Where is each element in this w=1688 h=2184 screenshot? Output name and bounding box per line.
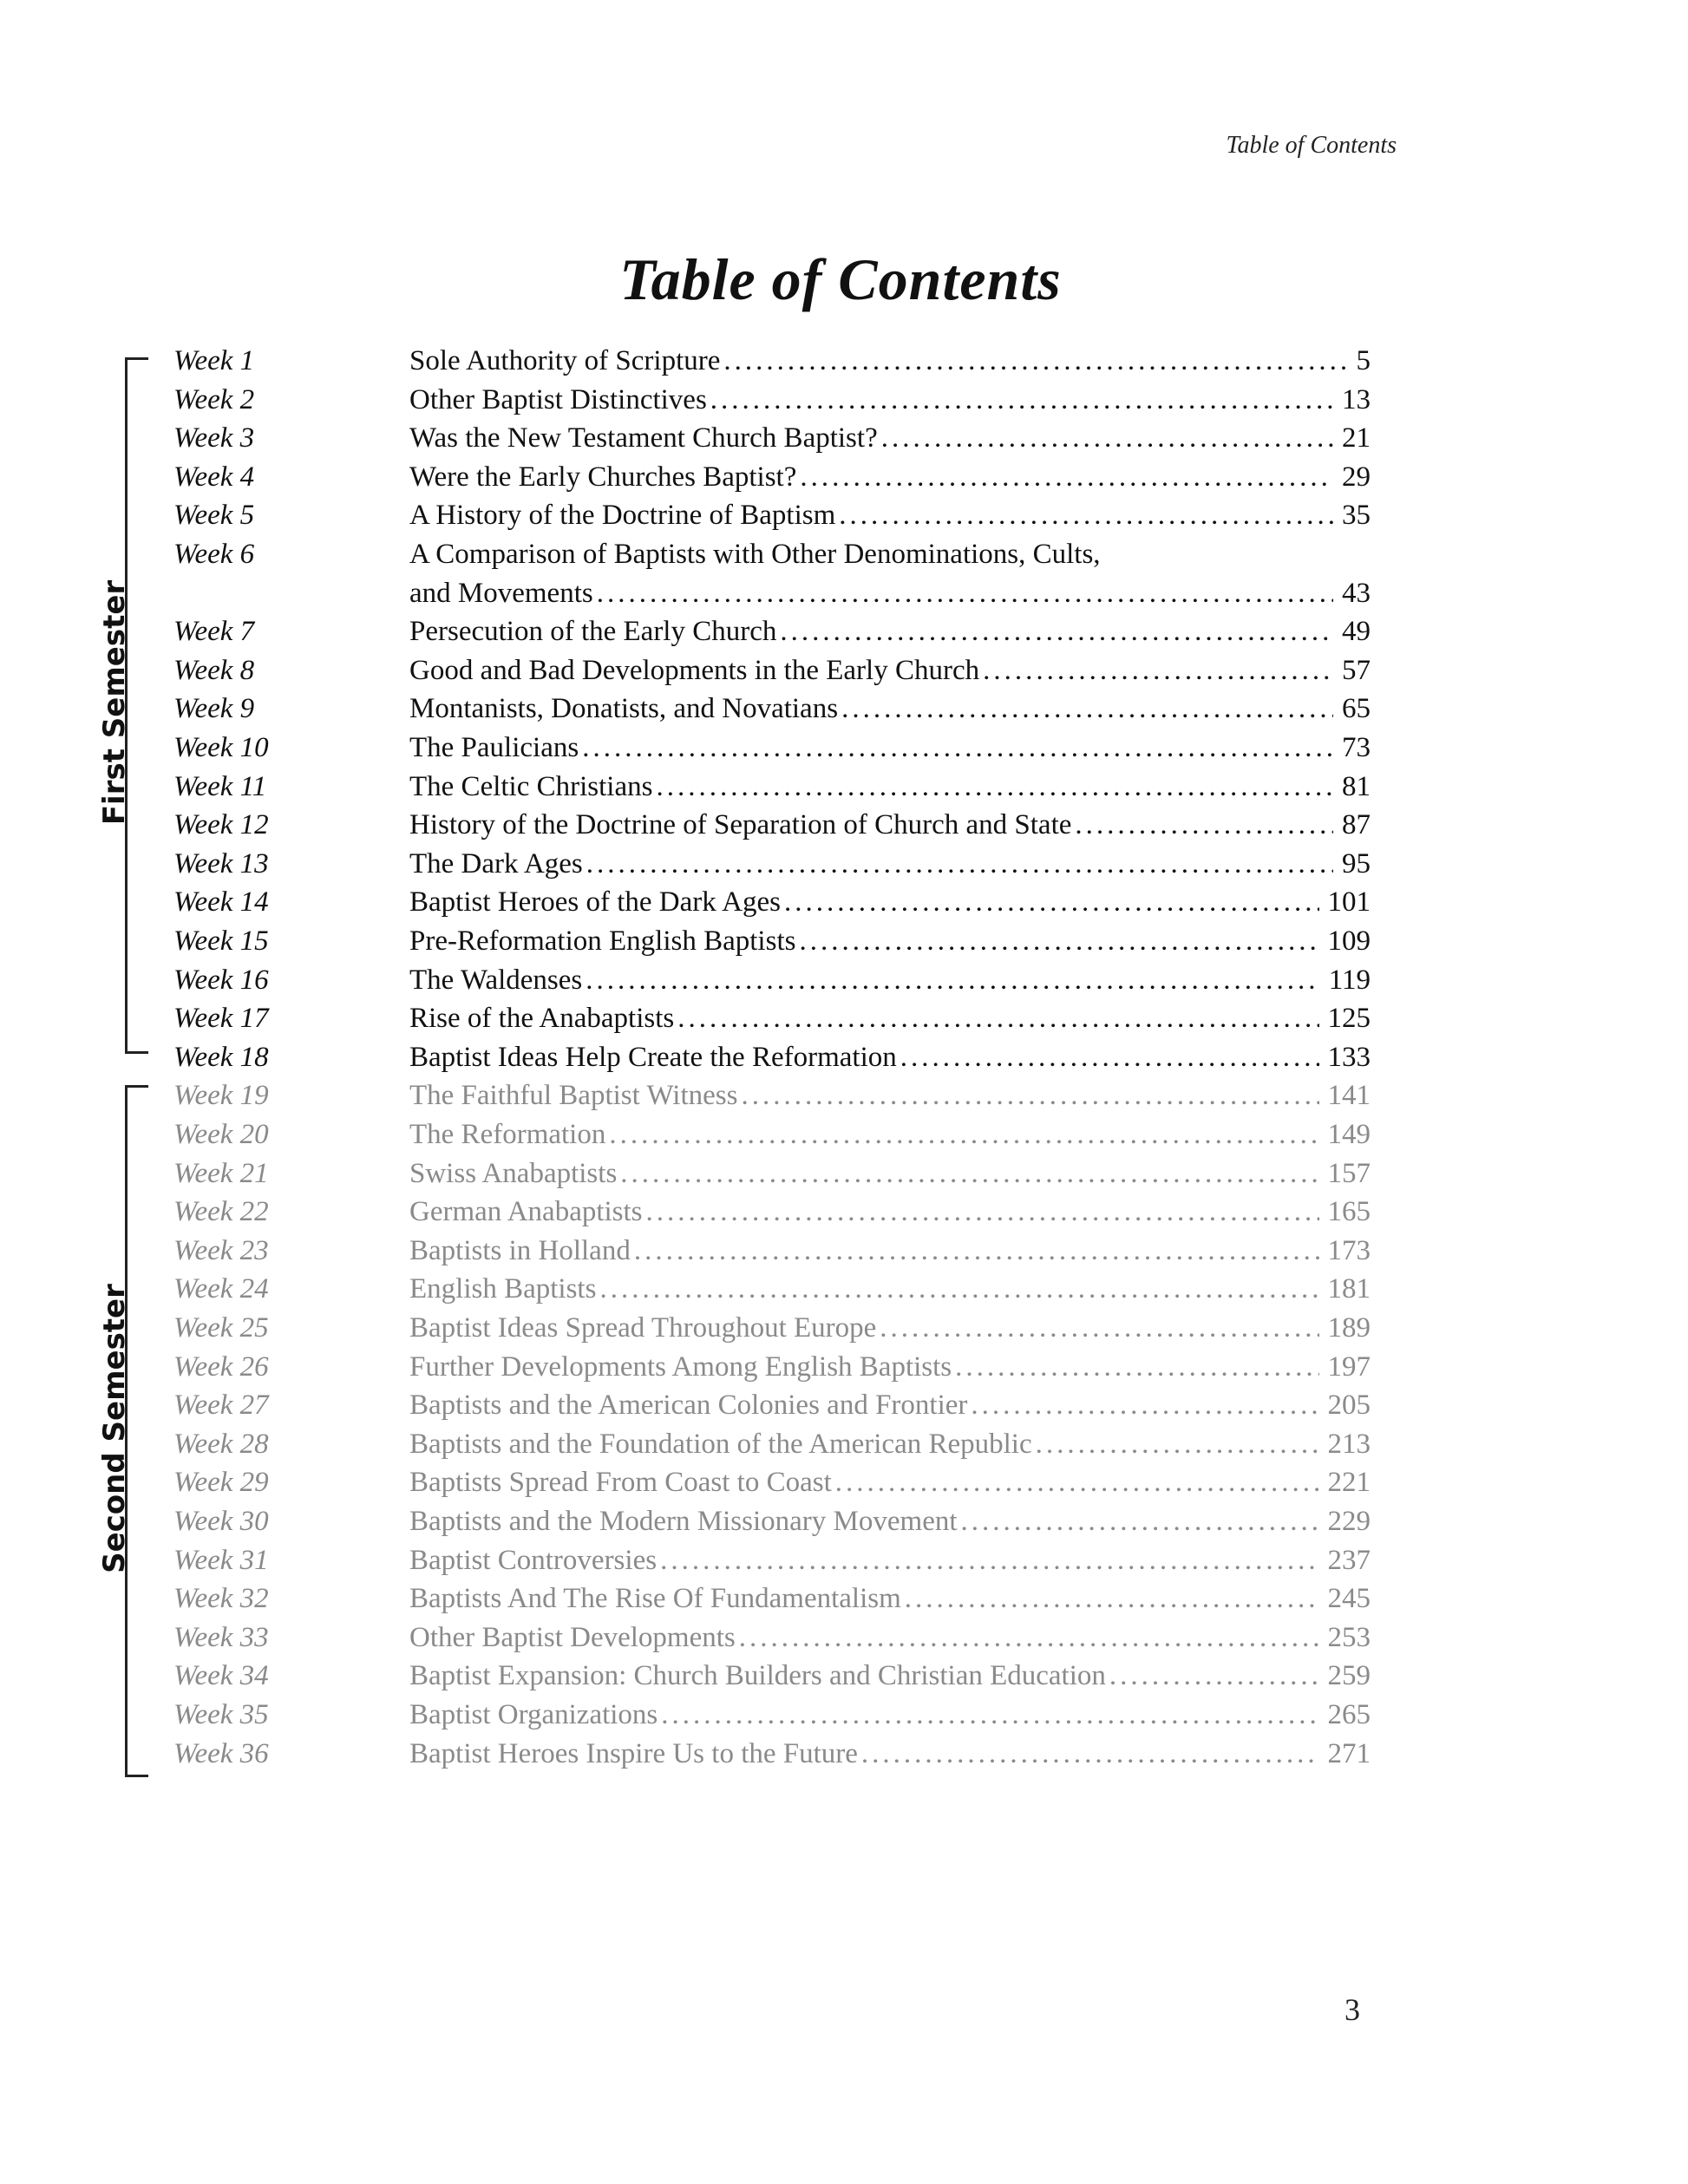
toc-entry[interactable] (409, 845, 1371, 883)
toc-entry[interactable] (409, 1502, 1371, 1540)
toc-row (0, 1579, 1688, 1618)
entry-title: Persecution of the Early Church (409, 616, 777, 648)
entry-page-number: 49 (1342, 616, 1371, 648)
toc-entry[interactable] (409, 1348, 1371, 1386)
week-label: Week 31 (173, 1544, 269, 1576)
entry-page-number: 43 (1342, 577, 1371, 609)
toc-row (0, 729, 1688, 767)
toc-entry[interactable] (409, 1232, 1371, 1270)
dot-leader (905, 1579, 1319, 1618)
entry-title: The Reformation (409, 1119, 606, 1150)
entry-title: The Paulicians (409, 732, 579, 763)
page-title (0, 245, 1688, 314)
week-label: Week 19 (173, 1080, 269, 1112)
week-label: Week 21 (173, 1157, 269, 1189)
entry-title: Other Baptist Developments (409, 1621, 736, 1653)
dot-leader (677, 999, 1318, 1037)
toc-row (0, 1348, 1688, 1386)
entry-title: Baptist Heroes of the Dark Ages (409, 886, 781, 919)
entry-page-number: 237 (1327, 1544, 1371, 1576)
toc-row (0, 535, 1688, 573)
entry-title: Further Developments Among English Baptists (409, 1350, 952, 1383)
toc-entry[interactable] (409, 922, 1371, 960)
toc-row (0, 883, 1688, 921)
entry-page-number: 21 (1342, 422, 1371, 454)
week-label: Week 35 (173, 1699, 269, 1730)
week-label: Week 22 (173, 1196, 269, 1228)
entry-page-number: 189 (1327, 1312, 1371, 1344)
week-label: Week 15 (173, 925, 269, 957)
week-label: Week 11 (173, 770, 267, 802)
toc-row (0, 1076, 1688, 1115)
toc-entry[interactable] (409, 1463, 1371, 1501)
dot-leader (597, 574, 1333, 612)
toc-entry[interactable] (409, 1541, 1371, 1579)
dot-leader (835, 1463, 1319, 1501)
entry-page-number: 65 (1342, 693, 1371, 725)
dot-leader (661, 1696, 1318, 1734)
entry-title: Baptist Expansion: Church Builders and Christian Education (409, 1660, 1106, 1692)
entry-page-number: 13 (1342, 383, 1371, 415)
dot-leader (1036, 1425, 1319, 1463)
dot-leader (955, 1348, 1318, 1386)
toc-entry[interactable] (409, 574, 1371, 612)
entry-page-number: 173 (1327, 1234, 1371, 1266)
dot-leader (634, 1232, 1319, 1270)
entry-title: Sole Authority of Scripture (409, 345, 721, 376)
week-label: Week 33 (173, 1621, 269, 1653)
toc-entry[interactable] (409, 1193, 1371, 1231)
toc-row (0, 1386, 1688, 1424)
toc-entry[interactable] (409, 961, 1371, 999)
dot-leader (839, 496, 1333, 534)
week-label: Week 27 (173, 1390, 269, 1422)
toc-entry[interactable] (409, 1579, 1371, 1618)
dot-leader (741, 1076, 1318, 1115)
week-label: Week 10 (173, 732, 269, 763)
dot-leader (780, 612, 1333, 651)
week-label: Week 36 (173, 1737, 269, 1769)
entry-title: Were the Early Churches Baptist? (409, 461, 797, 493)
dot-leader (1075, 806, 1333, 844)
toc-row (0, 806, 1688, 844)
entry-title: German Anabaptists (409, 1196, 643, 1228)
toc-row (0, 458, 1688, 496)
toc-entry[interactable] (409, 883, 1371, 921)
week-label: Week 3 (173, 422, 255, 454)
week-label: Week 14 (173, 886, 269, 919)
entry-title: English Baptists (409, 1273, 597, 1305)
week-label: Week 20 (173, 1119, 269, 1150)
toc-row (0, 1463, 1688, 1501)
entry-title: Baptist Organizations (409, 1699, 658, 1730)
toc-entry[interactable] (409, 806, 1371, 844)
toc-entry[interactable] (409, 1386, 1371, 1424)
toc-entry[interactable] (409, 1309, 1371, 1347)
toc-row (0, 1425, 1688, 1463)
toc-row (0, 1502, 1688, 1540)
entry-page-number: 29 (1342, 461, 1371, 493)
week-label: Week 1 (173, 345, 255, 376)
toc-row (0, 1657, 1688, 1695)
entry-page-number: 119 (1328, 964, 1371, 996)
toc-row (0, 961, 1688, 999)
toc-entry[interactable] (409, 381, 1371, 419)
dot-leader (1109, 1657, 1319, 1695)
entry-title: Baptist Heroes Inspire Us to the Future (409, 1737, 858, 1769)
dot-leader (881, 419, 1333, 457)
page-number: 3 (1345, 1992, 1360, 2027)
toc-row (0, 922, 1688, 960)
week-label: Week 30 (173, 1506, 269, 1537)
entry-title: The Waldenses (409, 964, 583, 996)
dot-leader (646, 1193, 1319, 1231)
week-label: Week 6 (173, 539, 255, 570)
entry-title: Baptist Ideas Spread Throughout Europe (409, 1312, 877, 1344)
toc-entry[interactable] (409, 1696, 1371, 1734)
toc-row (0, 1115, 1688, 1154)
toc-row (0, 1696, 1688, 1734)
toc-row (0, 419, 1688, 457)
entry-title: and Movements (409, 577, 593, 609)
dot-leader (586, 845, 1333, 883)
dot-leader (961, 1502, 1319, 1540)
week-label: Week 18 (173, 1041, 269, 1073)
entry-title: Baptists and the American Colonies and Frontier (409, 1390, 968, 1422)
entry-page-number: 149 (1327, 1119, 1371, 1150)
entry-page-number: 259 (1327, 1660, 1371, 1692)
week-label: Week 26 (173, 1350, 269, 1383)
entry-title: Baptists Spread From Coast to Coast (409, 1467, 832, 1499)
entry-title: Baptist Ideas Help Create the Reformation (409, 1041, 897, 1073)
toc-entry[interactable] (409, 1038, 1371, 1076)
toc-row (0, 1309, 1688, 1347)
toc-row (0, 1232, 1688, 1270)
entry-page-number: 271 (1327, 1737, 1371, 1769)
dot-leader (739, 1618, 1319, 1657)
week-label: Week 2 (173, 383, 255, 415)
entry-page-number: 109 (1327, 925, 1371, 957)
entry-title: Other Baptist Distinctives (409, 383, 707, 415)
toc-entry[interactable] (409, 1154, 1371, 1193)
toc-entry[interactable] (409, 1735, 1371, 1773)
week-label: Week 16 (173, 964, 269, 996)
page-title-text: Table of Contents (619, 246, 1062, 312)
week-label: Week 24 (173, 1273, 269, 1305)
toc-entry[interactable] (409, 1657, 1371, 1695)
week-label: Week 12 (173, 809, 269, 841)
toc-entry[interactable] (409, 768, 1371, 806)
toc-entry[interactable] (409, 1115, 1371, 1154)
running-header: Table of Contents (1226, 132, 1397, 159)
dot-leader (880, 1309, 1318, 1347)
entry-title: The Faithful Baptist Witness (409, 1080, 738, 1112)
entry-title: Montanists, Donatists, and Novatians (409, 693, 839, 725)
dot-leader (586, 961, 1319, 999)
week-label: Week 13 (173, 847, 269, 879)
toc-row (0, 651, 1688, 690)
dot-leader (841, 690, 1333, 728)
toc-row (0, 690, 1688, 728)
week-label: Week 25 (173, 1312, 269, 1344)
week-label: Week 34 (173, 1660, 269, 1692)
week-label: Week 5 (173, 500, 255, 532)
entry-page-number: 221 (1327, 1467, 1371, 1499)
entry-title: Rise of the Anabaptists (409, 1003, 675, 1035)
toc-entry[interactable] (409, 1076, 1371, 1115)
entry-page-number: 245 (1327, 1583, 1371, 1615)
dot-leader (656, 768, 1333, 806)
entry-page-number: 87 (1342, 809, 1371, 841)
entry-page-number: 35 (1342, 500, 1371, 532)
toc-entry[interactable] (409, 419, 1371, 457)
dot-leader (609, 1115, 1318, 1154)
toc-entry[interactable] (409, 342, 1371, 380)
week-label: Week 17 (173, 1003, 269, 1035)
entry-title: History of the Doctrine of Separation of Church and State (409, 809, 1072, 841)
entry-title: The Dark Ages (409, 847, 583, 879)
toc-row (0, 1618, 1688, 1657)
entry-page-number: 81 (1342, 770, 1371, 802)
week-label: Week 28 (173, 1428, 269, 1460)
entry-title: The Celtic Christians (409, 770, 653, 802)
entry-page-number: 181 (1327, 1273, 1371, 1305)
entry-page-number: 205 (1327, 1390, 1371, 1422)
week-label: Week 7 (173, 616, 255, 648)
entry-title: Swiss Anabaptists (409, 1157, 618, 1189)
entry-title: Baptists And The Rise Of Fundamentalism (409, 1583, 901, 1615)
entry-page-number: 265 (1327, 1699, 1371, 1730)
entry-title: Baptist Controversies (409, 1544, 658, 1576)
entry-page-number: 125 (1327, 1003, 1371, 1035)
week-label: Week 4 (173, 461, 255, 493)
toc-row (0, 1154, 1688, 1193)
toc-entry[interactable] (409, 496, 1371, 534)
entry-page-number: 157 (1327, 1157, 1371, 1189)
dot-leader (799, 922, 1318, 960)
toc-entry[interactable] (409, 1618, 1371, 1657)
toc-row (0, 612, 1688, 651)
toc-row (0, 999, 1688, 1037)
entry-page-number: 57 (1342, 654, 1371, 686)
toc-row (0, 768, 1688, 806)
toc-entry[interactable] (409, 1425, 1371, 1463)
second-semester-label: Second Semester (97, 1284, 132, 1573)
toc-entry[interactable] (409, 729, 1371, 767)
week-label: Week 23 (173, 1234, 269, 1266)
toc-row (0, 1193, 1688, 1231)
entry-page-number: 141 (1327, 1080, 1371, 1112)
entry-title: Baptists in Holland (409, 1234, 631, 1266)
week-label: Week 9 (173, 693, 255, 725)
entry-title: Baptists and the Modern Missionary Movement (409, 1506, 958, 1537)
week-label: Week 8 (173, 654, 255, 686)
entry-page-number: 101 (1327, 886, 1371, 919)
dot-leader (900, 1038, 1319, 1076)
dot-leader (660, 1541, 1318, 1579)
entry-page-number: 213 (1327, 1428, 1371, 1460)
toc-entry[interactable] (409, 458, 1371, 496)
dot-leader (784, 883, 1319, 921)
week-label: Week 29 (173, 1467, 269, 1499)
toc-row (0, 845, 1688, 883)
entry-title-line1: A Comparison of Baptists with Other Denominations, Cults, (409, 539, 1101, 570)
toc-row (0, 1735, 1688, 1773)
dot-leader (582, 729, 1333, 767)
entry-page-number: 5 (1356, 345, 1371, 376)
entry-page-number: 165 (1327, 1196, 1371, 1228)
first-semester-label: First Semester (97, 579, 132, 826)
dot-leader (620, 1154, 1318, 1193)
dot-leader (861, 1735, 1319, 1773)
entry-title: Baptists and the Foundation of the American Republic (409, 1428, 1032, 1460)
entry-title: Pre-Reformation English Baptists (409, 925, 796, 957)
toc-entry[interactable] (409, 999, 1371, 1037)
entry-page-number: 253 (1327, 1621, 1371, 1653)
dot-leader (800, 458, 1333, 496)
entry-title: Good and Bad Developments in the Early Church (409, 654, 980, 686)
entry-title: Was the New Testament Church Baptist? (409, 422, 878, 454)
toc-entry[interactable] (409, 1270, 1371, 1308)
toc-row (0, 381, 1688, 419)
toc-row (0, 1038, 1688, 1076)
entry-title: A History of the Doctrine of Baptism (409, 500, 836, 532)
entry-page-number: 229 (1327, 1506, 1371, 1537)
toc-row (0, 1541, 1688, 1579)
toc-row (0, 1270, 1688, 1308)
dot-leader (971, 1386, 1318, 1424)
dot-leader (983, 651, 1333, 690)
week-label: Week 32 (173, 1583, 269, 1615)
entry-page-number: 133 (1327, 1041, 1371, 1073)
toc-entry[interactable] (409, 690, 1371, 728)
entry-page-number: 197 (1327, 1350, 1371, 1383)
entry-page-number: 73 (1342, 732, 1371, 763)
toc-row-continuation (0, 574, 1688, 612)
entry-page-number: 95 (1342, 847, 1371, 879)
toc-entry[interactable] (409, 651, 1371, 690)
dot-leader (723, 342, 1347, 380)
dot-leader (710, 381, 1333, 419)
toc-entry[interactable] (409, 612, 1371, 651)
toc-row (0, 496, 1688, 534)
toc-row (0, 342, 1688, 380)
dot-leader (599, 1270, 1318, 1308)
